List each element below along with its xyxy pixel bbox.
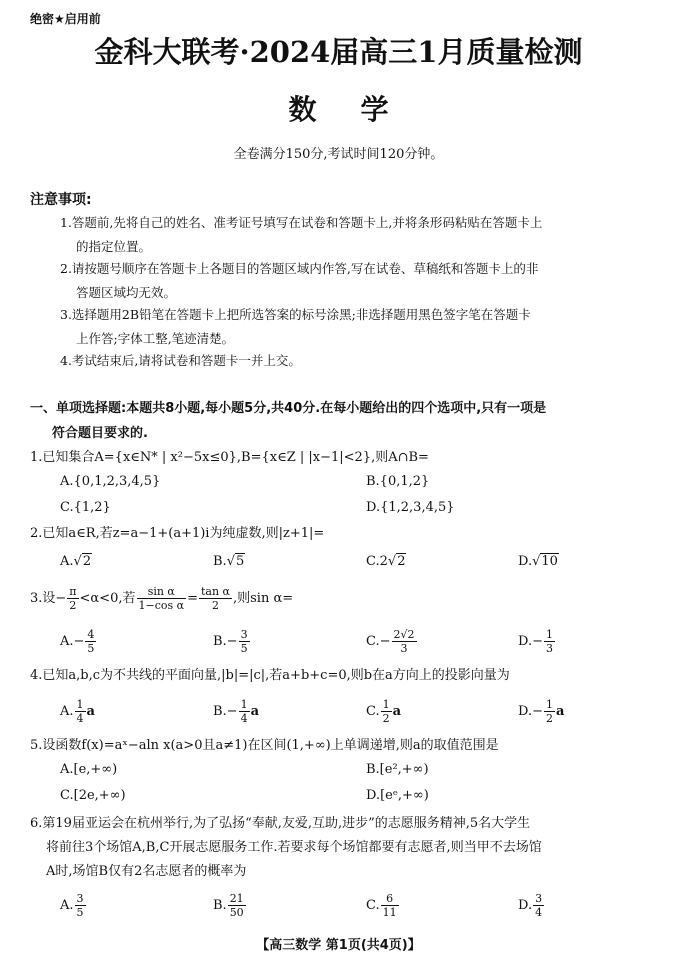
numerator: 4	[87, 628, 95, 641]
numerator: sin α	[137, 585, 187, 599]
option-label: D.−	[518, 704, 543, 719]
numerator: 6	[381, 892, 399, 906]
question-1-stem: 1.已知集合A={x∈N* | x²−5x≤0},B={x∈Z | |x−1|<2},则A∩B=	[30, 450, 429, 465]
notice-line: 3.选择题用2B铅笔在答题卡上把所选答案的标号涂黑;非选择题用黑色签字笔在答题卡	[60, 307, 531, 322]
denominator: 3	[400, 642, 408, 655]
numerator: π	[69, 585, 77, 598]
q1-option-d: D.{1,2,3,4,5}	[366, 500, 455, 515]
notice-line: 4.考试结束后,请将试卷和答题卡一并上交。	[60, 353, 301, 368]
q6-option-c	[366, 892, 400, 919]
fraction	[392, 628, 417, 655]
q6-option-a	[60, 892, 87, 919]
option-label: C.	[366, 704, 380, 719]
q3-option-d	[518, 628, 556, 655]
denominator: 4	[240, 712, 248, 725]
notice-line: 2.请按题号顺序在答题卡上各题目的答题区域内作答,写在试卷、草稿纸和答题卡上的非	[60, 261, 539, 276]
q1-option-b: B.{0,1,2}	[366, 474, 430, 489]
q6-line: 6.第19届亚运会在杭州举行,为了弘扬“奉献,友爱,互助,进步”的志愿服务精神,5名大学生	[30, 816, 531, 831]
radicand: 5	[235, 554, 245, 569]
fraction	[239, 628, 250, 655]
radicand: 2	[397, 554, 406, 569]
denominator: 11	[382, 906, 397, 919]
numerator: 1	[76, 698, 84, 711]
fraction	[239, 698, 250, 725]
denominator: 4	[76, 712, 84, 725]
question-3-stem	[30, 584, 658, 614]
q6-option-d	[518, 892, 545, 919]
q4-option-d	[518, 698, 564, 725]
notice-item	[60, 257, 652, 305]
denominator: 2	[545, 712, 553, 725]
option-label: A.	[60, 704, 74, 719]
option-label: B.−	[213, 704, 238, 719]
q4-option-c	[366, 698, 401, 725]
fraction	[137, 585, 187, 612]
option-label: A.	[60, 554, 74, 569]
denominator: 5	[240, 642, 248, 655]
fraction	[75, 892, 86, 919]
q2-option-a: A.√2	[60, 554, 92, 569]
option-label: A.	[60, 898, 74, 913]
fraction	[533, 892, 544, 919]
option-label: A.−	[60, 634, 85, 649]
notice-line: 答题区域均无效。	[76, 285, 177, 300]
question-2-stem: 2.已知a∈R,若z=a−1+(a+1)i为纯虚数,则|z+1|=	[30, 526, 325, 541]
numerator: 21	[229, 892, 244, 905]
q6-line: A时,场馆B仅有2名志愿者的概率为	[46, 864, 247, 879]
option-label: C.−	[366, 634, 391, 649]
q4-option-a	[60, 698, 95, 725]
vector-symbol: a	[86, 704, 95, 719]
subject-title: 数学	[288, 93, 433, 126]
numerator: 1	[240, 698, 248, 711]
question-4-stem: 4.已知a,b,c为不共线的平面向量,|b|=|c|,若a+b+c=0,则b在a方向上的投影向量为	[30, 668, 510, 683]
q3-option-b	[213, 628, 251, 655]
option-label: C.	[366, 898, 380, 913]
q1-option-a: A.{0,1,2,3,4,5}	[60, 474, 161, 489]
equals: =	[187, 591, 198, 606]
notice-line: 上作答;字体工整,笔迹清楚。	[76, 331, 235, 346]
notice-heading: 注意事项:	[30, 192, 92, 208]
q2-option-b: B.√5	[213, 554, 245, 569]
q5-option-c: C.[2e,+∞)	[60, 788, 126, 803]
fraction	[544, 628, 555, 655]
vector-symbol: a	[555, 704, 565, 719]
q3-option-a	[60, 628, 97, 655]
option-label: C.2	[366, 554, 388, 569]
fraction	[381, 892, 399, 919]
numerator: 1	[545, 628, 553, 641]
page-footer: 【高三数学 第1页(共4页)】	[256, 938, 421, 953]
fraction	[381, 698, 392, 725]
denominator: 5	[87, 642, 95, 655]
notice-line: 1.答题前,先将自己的姓名、准考证号填写在试卷和答题卡上,并将条形码粘贴在答题卡上	[60, 215, 543, 230]
q5-option-a: A.[e,+∞)	[60, 762, 118, 777]
denominator: 5	[76, 906, 84, 919]
numerator: 3	[76, 892, 84, 905]
fraction	[85, 628, 96, 655]
section-heading	[30, 396, 658, 446]
denominator: 2	[211, 599, 219, 612]
confidential-label: 绝密★启用前	[30, 12, 101, 26]
radicand: 10	[541, 554, 558, 569]
option-label: D.	[518, 554, 533, 569]
q3-option-c	[366, 628, 418, 655]
denominator: 1−cos α	[138, 599, 185, 612]
fraction	[67, 585, 78, 612]
notice-item	[60, 211, 652, 259]
option-label: D.	[518, 898, 533, 913]
radicand: 2	[82, 554, 92, 569]
numerator: 3	[240, 628, 248, 641]
notice-line: 的指定位置。	[76, 239, 152, 254]
q5-option-d: D.[eᵉ,+∞)	[366, 788, 429, 803]
denominator: 50	[229, 906, 244, 919]
question-6-stem	[30, 812, 658, 884]
q4-option-b	[213, 698, 259, 725]
q3-mid: <α<0,若	[79, 591, 136, 606]
denominator: 3	[545, 642, 553, 655]
numerator: tan α	[200, 585, 230, 598]
section-line: 符合题目要求的.	[52, 426, 148, 441]
fraction	[544, 698, 555, 725]
q6-option-b	[213, 892, 247, 919]
q6-line: 将前往3个场馆A,B,C开展志愿服务工作.若要求每个场馆都要有志愿者,则当甲不去场馆	[46, 840, 542, 855]
option-label: D.−	[518, 634, 543, 649]
option-label: B.−	[213, 634, 238, 649]
q3-prefix: 3.设−	[30, 591, 67, 606]
fraction	[199, 585, 232, 612]
exam-title: 金科大联考·2024届高三1月质量检测	[94, 35, 583, 69]
denominator: 4	[535, 906, 543, 919]
fraction	[75, 698, 86, 725]
q2-option-d: D.√10	[518, 554, 558, 569]
section-line: 一、单项选择题:本题共8小题,每小题5分,共40分.在每小题给出的四个选项中,只有一项是	[30, 401, 547, 416]
notice-item	[60, 303, 652, 351]
numerator: 3	[535, 892, 543, 905]
q2-option-c: C.2√2	[366, 554, 406, 569]
numerator: 2√2	[393, 628, 415, 641]
vector-symbol: a	[392, 704, 402, 719]
exam-info: 全卷满分150分,考试时间120分钟。	[233, 147, 444, 162]
q5-option-b: B.[e²,+∞)	[366, 762, 429, 777]
notice-item	[60, 349, 652, 373]
option-label: B.	[213, 554, 227, 569]
option-label: B.	[213, 898, 227, 913]
denominator: 2	[382, 712, 390, 725]
question-5-stem: 5.设函数f(x)=aˣ−aln x(a>0且a≠1)在区间(1,+∞)上单调递增,则a的取值范围是	[30, 738, 499, 753]
q1-option-c: C.{1,2}	[60, 500, 111, 515]
numerator: 1	[382, 698, 390, 711]
q3-suffix: ,则sin α=	[232, 591, 294, 606]
denominator: 2	[69, 599, 77, 612]
numerator: 1	[545, 698, 553, 711]
fraction	[228, 892, 246, 919]
vector-symbol: a	[250, 704, 260, 719]
